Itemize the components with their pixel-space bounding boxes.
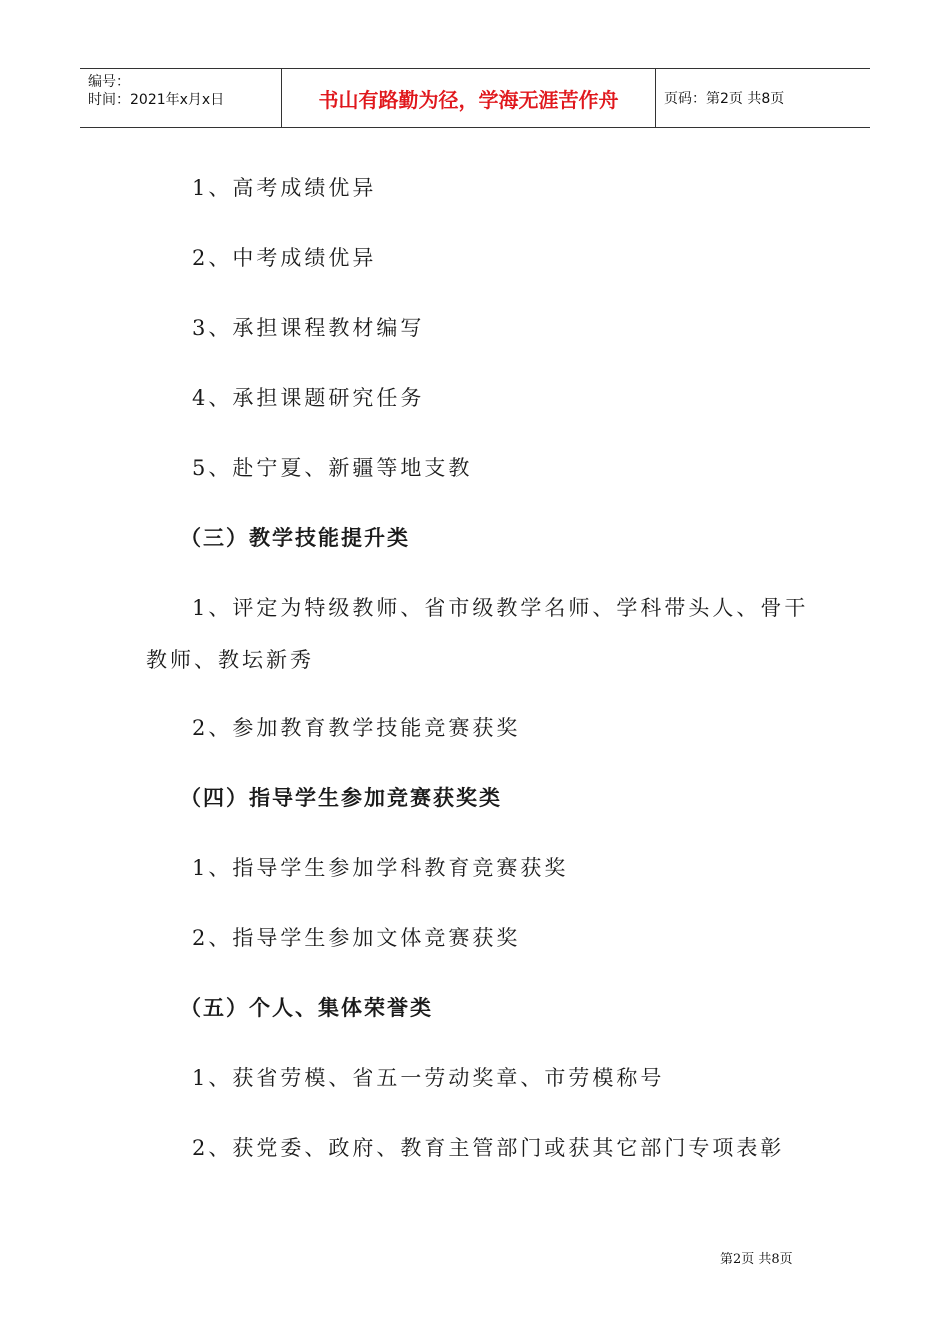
header-meta: [80, 69, 282, 127]
list-item: 4、承担课题研究任务: [192, 386, 425, 410]
list-item: 1、指导学生参加学科教育竞赛获奖: [192, 856, 569, 880]
list-item: 2、指导学生参加文体竞赛获奖: [192, 926, 521, 950]
page-header: [80, 68, 870, 128]
header-page-info: 页码：第2页 共8页: [664, 91, 785, 107]
section-heading: （四）指导学生参加竞赛获奖类: [180, 786, 502, 810]
list-item: 5、赴宁夏、新疆等地支教: [192, 456, 473, 480]
list-item: 2、中考成绩优异: [192, 246, 377, 270]
list-item: 1、评定为特级教师、省市级教学名师、学科带头人、骨干教师、教坛新秀: [146, 596, 809, 672]
list-item: 1、高考成绩优异: [192, 176, 377, 200]
section-heading: （五）个人、集体荣誉类: [180, 996, 433, 1020]
number-label: 编号：: [88, 74, 130, 90]
list-item: 2、获党委、政府、教育主管部门或获其它部门专项表彰: [192, 1136, 785, 1160]
list-item: 3、承担课程教材编写: [192, 316, 425, 340]
page-footer: 第2页 共8页: [720, 1252, 793, 1267]
time-label: 时间：2021年x月x日: [88, 92, 225, 108]
header-motto: 书山有路勤为径，学海无涯苦作舟: [282, 69, 656, 127]
list-item: 2、参加教育教学技能竞赛获奖: [192, 716, 521, 740]
section-heading: （三）教学技能提升类: [180, 526, 410, 550]
list-item: 1、获省劳模、省五一劳动奖章、市劳模称号: [192, 1066, 665, 1090]
